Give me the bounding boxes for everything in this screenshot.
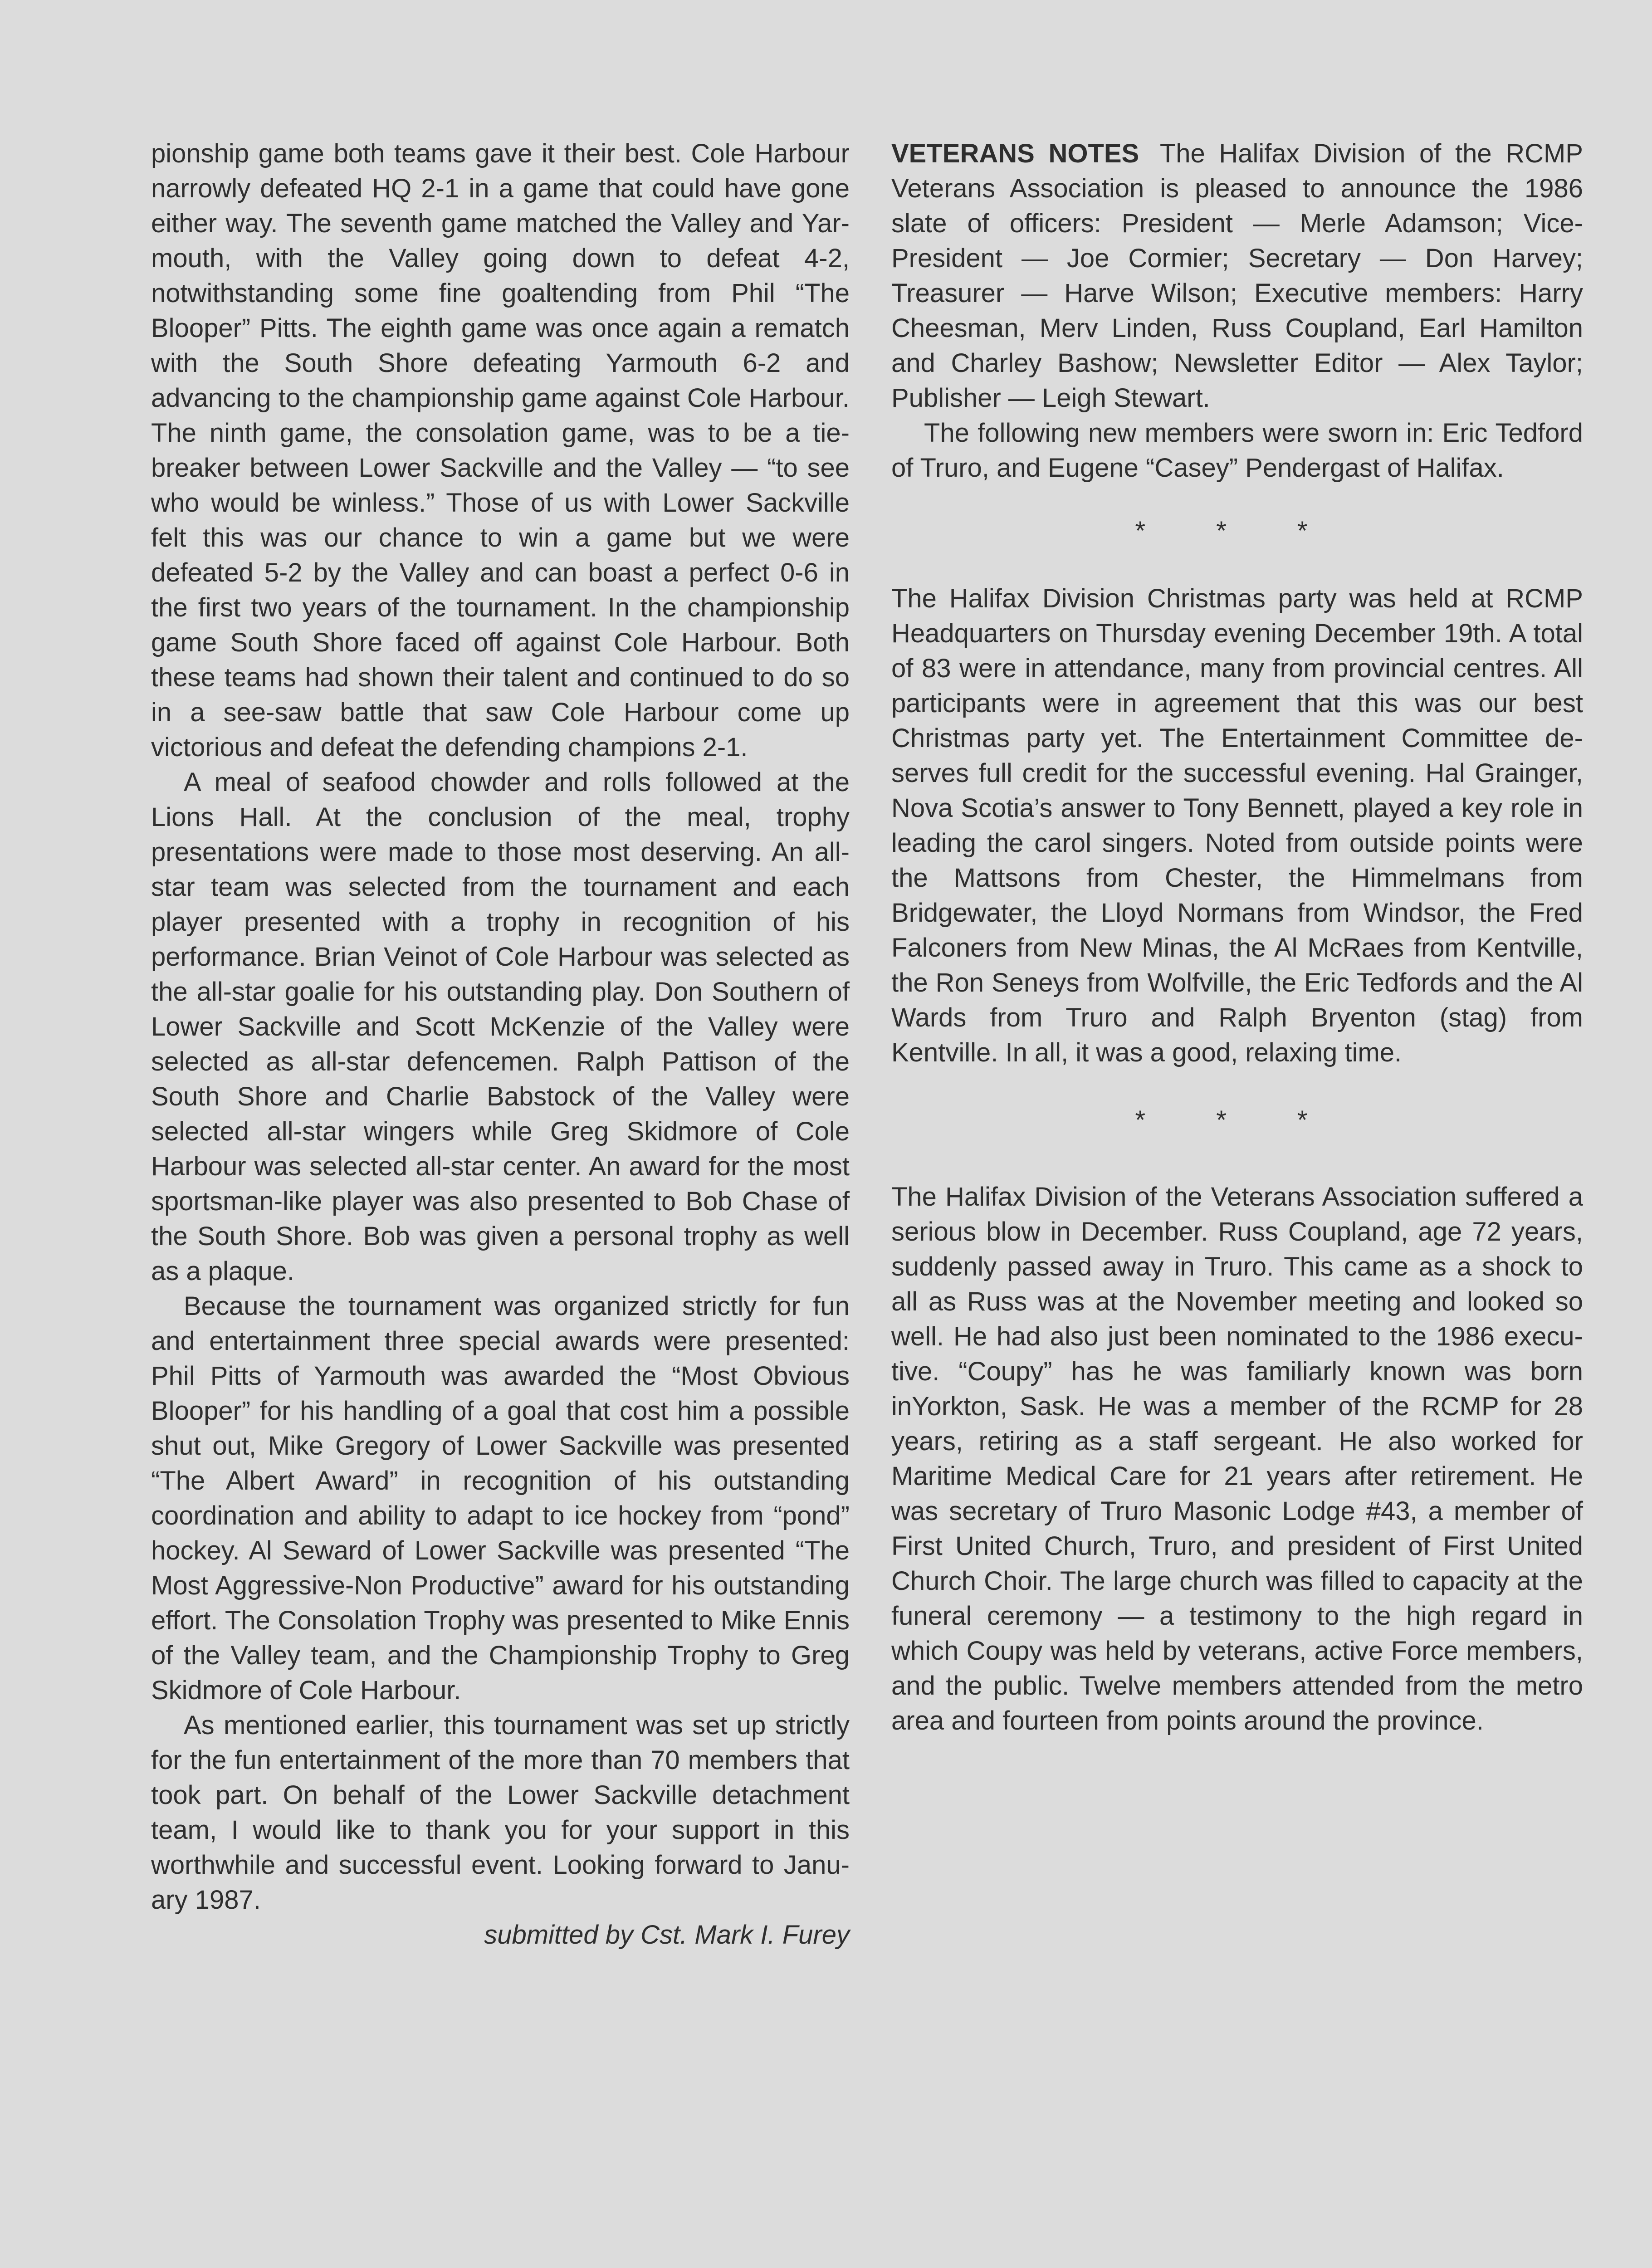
right-column [891, 136, 1583, 1738]
obituary-paragraph: The Halifax Division of the Veterans Association suffered a serious blow in December. Russ Coupland, age 72 years, suddenly passed away in Truro. This came as a shock to all as Russ was at the November meeting and looked so well. He had also just been nominated to the 1986 executive. “Coupy” has he was familiarly known was born inYorkton, Sask. He was a member of the RCMP for 28 years, retiring as a staff sergeant. He also worked for Maritime Medical Care for 21 years after retirement. He was secretary of Truro Masonic Lodge #43, a member of First United Church, Truro, and president of First United Church Choir. The large church was filled to capacity at the funeral ceremony — a testimony to the high regard in which Coupy was held by veterans, active Force members, and the public. Twelve members attended from the metro area and fourteen from points around the province. [891, 1182, 1583, 1735]
left-column [151, 136, 850, 1952]
article-paragraph: Because the tournament was organized strictly for fun and entertainment three special awards were presented: Phil Pitts of Yarmouth was awarded the “Most Obvious Blooper” for his handling of a goal that cost him a possible shut out, Mike Gregory of Lower Sackville was presented “The Albert Award” in recognition of his outstanding coordination and ability to adapt to ice hockey from “pond” hockey. Al Seward of Lower Sackville was presented “The Most Aggressive-Non Productive” award for his outstanding effort. The Consolation Trophy was presented to Mike Ennis of the Valley team, and the Championship Trophy to Greg Skidmore of Cole Harbour. [151, 1291, 850, 1705]
article-paragraph: pionship game both teams gave it their best. Cole Harbour narrowly defeated HQ 2-1 in a game that could have gone either way. The seventh game matched the Valley and Yarmouth, with the Valley going down to defeat 4-2, notwithstanding some fine goaltending from Phil “The Blooper” Pitts. The eighth game was once again a rematch with the South Shore defeating Yarmouth 6-2 and advancing to the championship game against Cole Harbour. The ninth game, the consolation game, was to be a tie-breaker between Lower Sackville and the Valley — “to see who would be winless.” Those of us with Lower Sackville felt this was our chance to win a game but we were defeated 5-2 by the Valley and can boast a perfect 0-6 in the first two years of the tournament. In the championship game South Shore faced off against Cole Harbour. Both these teams had shown their talent and continued to do so in a see-saw battle that saw Cole Harbour come up victorious and defeat the defending champions 2-1. [151, 139, 850, 762]
section-heading: VETERANS NOTES [891, 139, 1139, 168]
article-paragraph: As mentioned earlier, this tournament was set up strictly for the fun entertainment of the more than 70 members that took part. On behalf of the Lower Sackville detachment team, I would like to thank you for your support in this worthwhile and successful event. Looking forward to January 1987. [151, 1711, 850, 1915]
article-paragraph: A meal of seafood chowder and rolls followed at the Lions Hall. At the conclusion of the meal, trophy presentations were made to those most deserving. An all-star team was selected from the tournament and each player presented with a trophy in recognition of his performance. Brian Veinot of Cole Harbour was selected as the all-star goalie for his outstanding play. Don Southern of Lower Sackville and Scott McKenzie of the Valley were selected as all-star defencemen. Ralph Pattison of the South Shore and Charlie Babstock of the Valley were selected all-star wingers while Greg Skidmore of Cole Harbour was selected all-star center. An award for the most sportsman-like player was also presented to Bob Chase of the South Shore. Bob was given a personal trophy as well as a plaque. [151, 767, 850, 1286]
veterans-intro-text: The Halifax Division of the RCMP Veterans Association is pleased to announce the 1986 slate of officers: President — Merle Adamson; Vice-President — Joe Cormier; Secretary — Don Harvey; Treasurer — Harve Wilson; Executive members: Harry Cheesman, Merv Linden, Russ Coupland, Earl Hamilton and Charley Bashow; Newsletter Editor — Alex Taylor; Publisher — Leigh Stewart. [891, 139, 1583, 413]
article-credit: submitted by Cst. Mark I. Furey [484, 1920, 850, 1950]
veterans-intro-paragraph [891, 136, 1583, 415]
new-members-paragraph: The following new members were sworn in: Eric Tedford of Truro, and Eugene “Casey” Pendergast of Halifax. [891, 418, 1583, 483]
section-separator: * * * [1135, 1105, 1339, 1135]
section-separator: * * * [1135, 516, 1339, 546]
christmas-party-paragraph: The Halifax Division Christmas party was held at RCMP Headquarters on Thursday evening December 19th. A total of 83 were in attendance, many from provincial centres. All participants were in agreement that this was our best Christmas party yet. The Entertainment Committee deserves full credit for the successful evening. Hal Grainger, Nova Scotia’s answer to Tony Bennett, played a key role in leading the carol singers. Noted from outside points were the Mattsons from Chester, the Himmelmans from Bridgewater, the Lloyd Normans from Windsor, the Fred Falconers from New Minas, the Al McRaes from Kentville, the Ron Seneys from Wolfville, the Eric Tedfords and the Al Wards from Truro and Ralph Bryenton (stag) from Kentville. In all, it was a good, relaxing time. [891, 584, 1583, 1067]
